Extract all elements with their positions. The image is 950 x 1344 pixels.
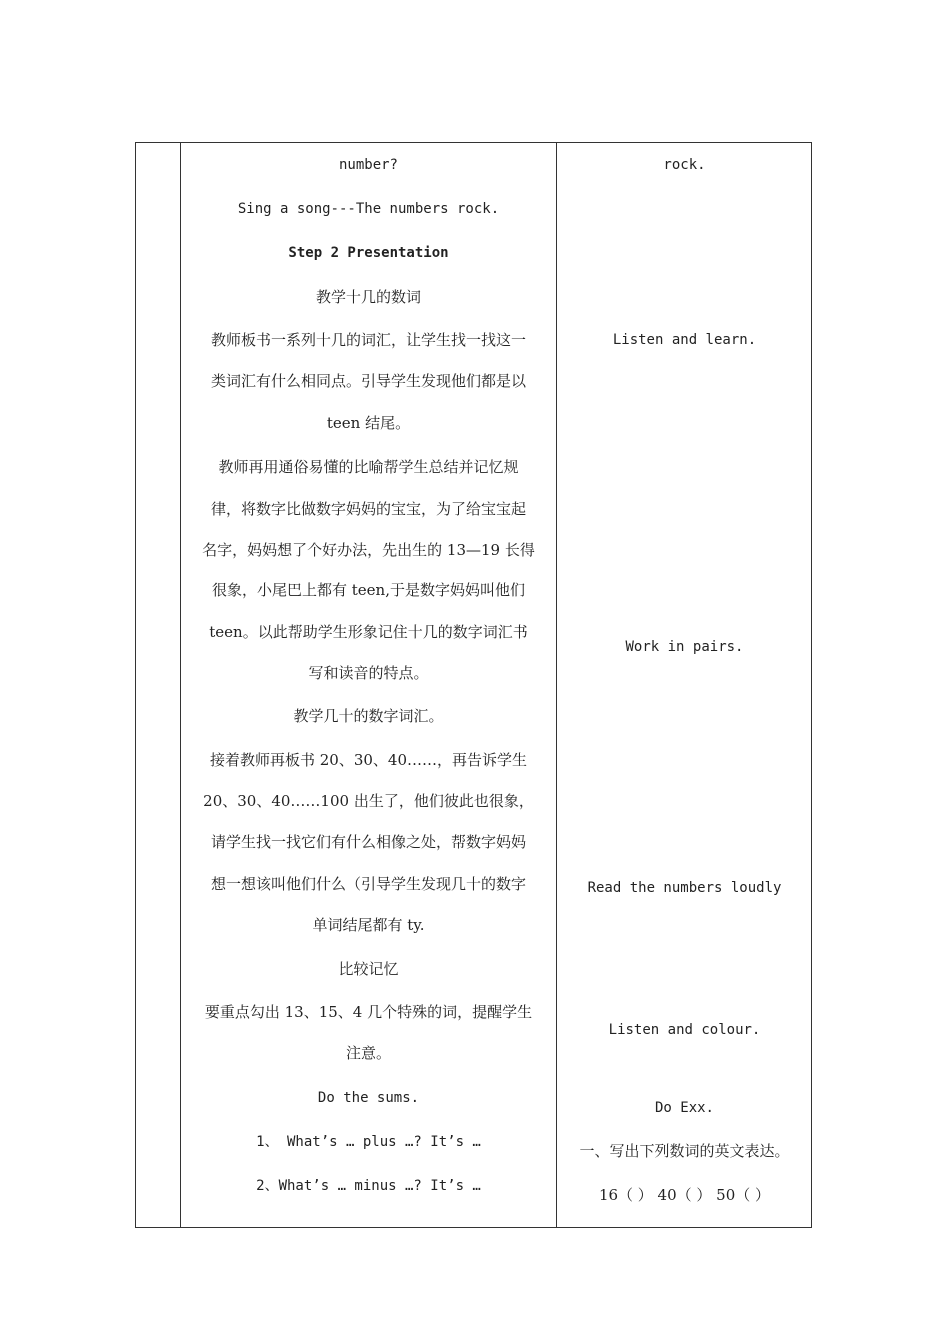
exercise-items: 16（ ） 40（ ） 50（ ）	[598, 1186, 771, 1204]
procedure-line: teen。以此帮助学生形象记住十几的数字词汇书	[209, 623, 528, 641]
procedure-line: 教学几十的数字词汇。	[293, 707, 444, 725]
procedure-line: 教学十几的数词	[315, 288, 421, 306]
procedure-line: 20、30、40……100 出生了，他们彼此也很象，	[203, 792, 534, 810]
procedure-line: 教师板书一系列十几的词汇，让学生找一找这一	[210, 331, 526, 349]
procedure-line: Sing a song---The numbers rock.	[237, 201, 500, 217]
activity-column	[557, 143, 812, 1227]
narrow-column	[136, 143, 180, 1227]
procedure-line: 类词汇有什么相同点。引导学生发现他们都是以	[210, 372, 526, 390]
procedure-line: 接着教师再板书 20、30、40……，再告诉学生	[209, 751, 528, 769]
procedure-line: 律，将数字比做数字妈妈的宝宝，为了给宝宝起	[210, 500, 526, 518]
activity-do-exx: Do Exx.	[654, 1100, 714, 1116]
activity-read-numbers: Read the numbers loudly	[587, 880, 782, 896]
activity-rock: rock.	[663, 157, 706, 173]
procedure-line: 1、 What’s … plus …? It’s …	[256, 1134, 481, 1150]
procedure-line: 想一想该叫他们什么（引导学生发现几十的数字	[210, 875, 526, 893]
procedure-line: 注意。	[345, 1044, 391, 1062]
activity-listen-colour: Listen and colour.	[608, 1022, 761, 1038]
procedure-line: 教师再用通俗易懂的比喻帮学生总结并记忆规	[218, 458, 519, 476]
procedure-line: number?	[338, 157, 398, 173]
procedure-line: Do the sums.	[317, 1090, 420, 1106]
procedure-line: 请学生找一找它们有什么相像之处，帮数字妈妈	[210, 833, 526, 851]
procedure-line: teen 结尾。	[326, 414, 411, 432]
activity-work-pairs: Work in pairs.	[625, 639, 744, 655]
lesson-table	[135, 142, 812, 1228]
procedure-line: 单词结尾都有 ty.	[312, 916, 425, 934]
procedure-line: 2、What’s … minus …? It’s …	[256, 1178, 481, 1194]
procedure-line: 名字，妈妈想了个好办法，先出生的 13—19 长得	[202, 541, 535, 559]
procedure-line: 写和读音的特点。	[308, 664, 429, 682]
step-heading: Step 2 Presentation	[288, 245, 449, 261]
procedure-line: 要重点勾出 13、15、4 几个特殊的词，提醒学生	[204, 1003, 533, 1021]
exercise-title: 一、写出下列数词的英文表达。	[579, 1142, 790, 1160]
activity-listen-learn: Listen and learn.	[612, 332, 757, 348]
procedure-column	[181, 143, 556, 1227]
procedure-line: 很象，小尾巴上都有 teen,于是数字妈妈叫他们	[212, 581, 525, 599]
procedure-line: 比较记忆	[338, 960, 399, 978]
